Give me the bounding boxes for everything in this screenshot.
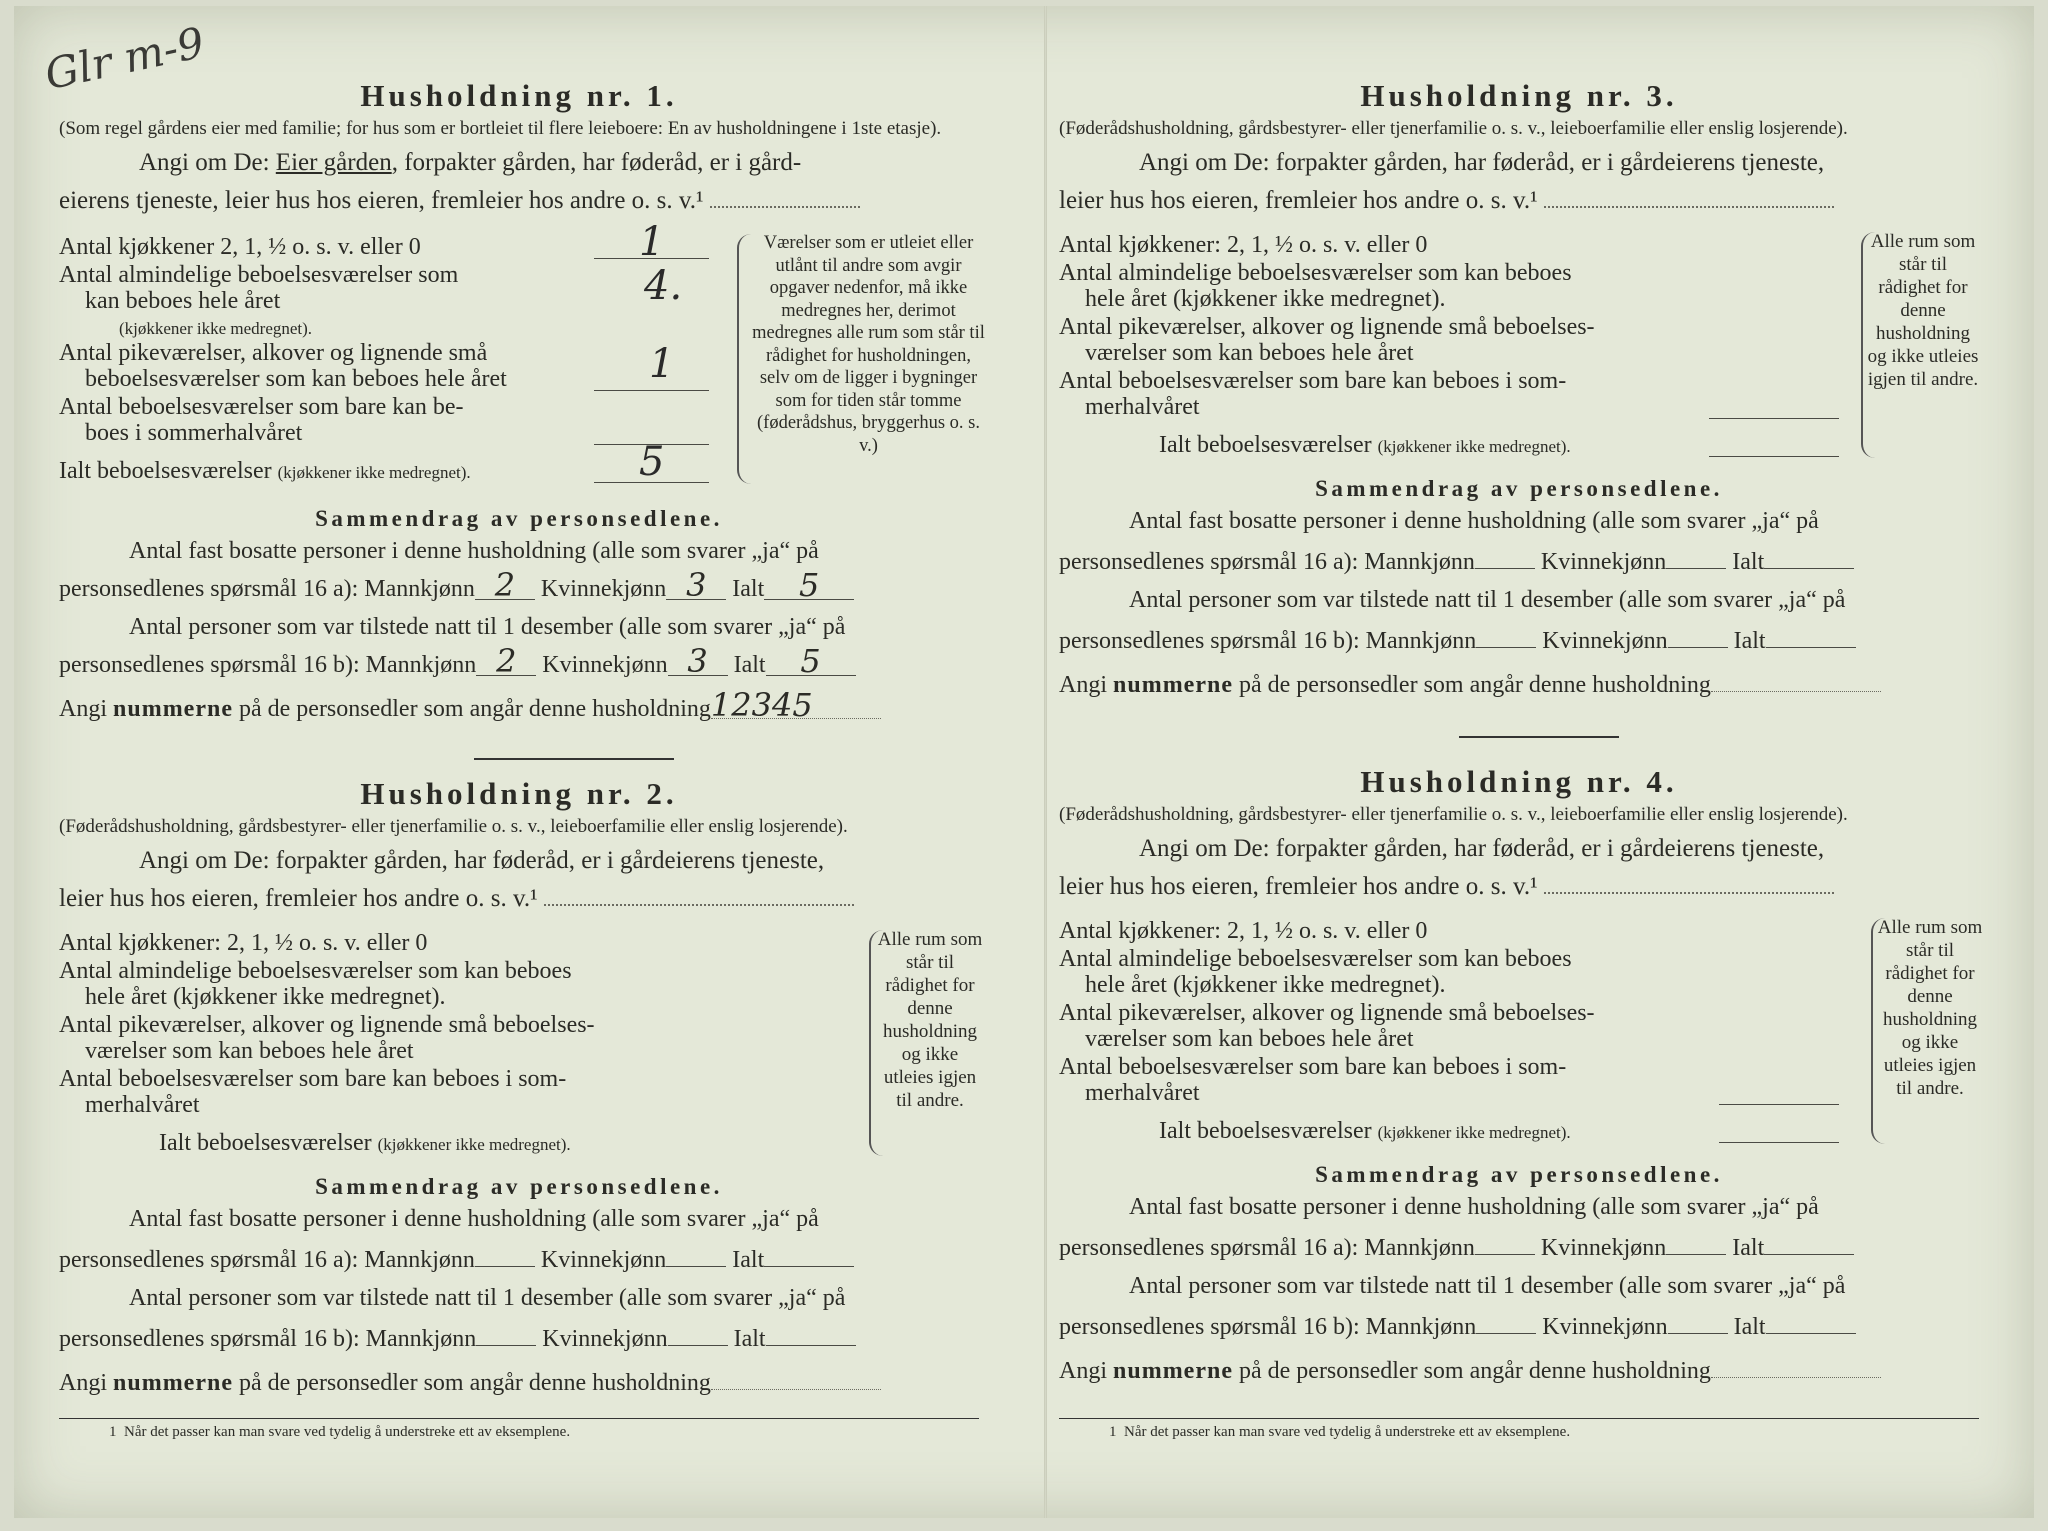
- person-numbers: [711, 1389, 881, 1390]
- room-counts: Antal kjøkkener: 2, 1, ½ o. s. v. eller 0 Antal almindelige beboelsesværelser som kan beboes hele året (kjøkkener ikke medregnet). Antal pikeværelser, alkover og lignende små beboelses- værelser som kan beboes hele året Antal beboelsesværelser som bare kan beboes i som- merhalvåret Ialt beboelsesværelser (kjøkkener ikke medregnet). Alle rum som står til rådighet for denne husholdning og ikke utleies igjen til andre.: [1059, 912, 1979, 1144]
- left-page: [59, 6, 985, 1518]
- resident-total: [764, 1238, 854, 1267]
- household-title: Husholdning nr. 1.: [360, 78, 678, 113]
- resident-male: [475, 1238, 535, 1267]
- present-male: [1476, 1305, 1536, 1334]
- present-male: 2: [476, 647, 536, 676]
- person-summary: Sammendrag av personsedlene. Antal fast bosatte personer i denne husholdning (alle som svarer „ja“ på personsedlenes spørsmål 16 a): Mannkjønn Kvinnekjønn Ialt Antal personer som var tilstede natt til 1 desember (alle som svarer „ja“ på personsedlenes spørsmål 16 b): Mannkjønn Kvinnekjønn Ialt Angi nummerne på de personsedler som angår denne husholdning: [1059, 476, 1979, 704]
- person-numbers-line: Angi nummerne på de personsedler som angår denne husholdning: [59, 1364, 979, 1402]
- resident-total: [1764, 1226, 1854, 1255]
- room-counts: Antal kjøkkener: 2, 1, ½ o. s. v. eller 0 Antal almindelige beboelsesværelser som kan beboes hele året (kjøkkener ikke medregnet). Antal pikeværelser, alkover og lignende små beboelses- værelser som kan beboes hele året Antal beboelsesværelser som bare kan beboes i som- merhalvåret Ialt beboelsesværelser (kjøkkener ikke medregnet). Alle rum som står til rådighet for denne husholdning og ikke utleies igjen til andre.: [59, 924, 979, 1156]
- person-numbers: [1711, 691, 1881, 692]
- room-counts: Antal kjøkkener 2, 1, ½ o. s. v. eller 0 1 Antal almindelige beboelsesværelser som kan beboes hele året (kjøkkener ikke medregnet). 4. Antal pikeværelser, alkover og lignende små beboelsesværelser som kan beboes hele året 1 Antal beboelsesværelser som bare kan be- boes i sommerhalvåret Ialt beboelsesværelser (kjøkkener ikke medregnet). 5 Værelser som er utleiet eller utlånt til andre som avgir opgaver nedenfor, må ikke medregnes her, derimot medregnes alle rum som står til rådighet for husholdningen, selv om de ligger i bygninger som for tiden står tomme (føderådshus, bryggerhus o. s. v.): [59, 219, 985, 485]
- room-instructions-note: Alle rum som står til rådighet for denne husholdning og ikke utleies igjen til andre.: [877, 929, 983, 1111]
- footnote: 1 Når det passer kan man svare ved tydelig å understreke ett av eksemplene.: [109, 1424, 571, 1440]
- person-numbers: [1711, 1377, 1881, 1378]
- total-rooms-answer: 5: [639, 439, 665, 485]
- resident-female: [666, 1238, 726, 1267]
- maid-rooms-answer: 1: [649, 341, 675, 387]
- household-title: Husholdning nr. 4.: [1360, 764, 1678, 799]
- page-fold: [1044, 6, 1047, 1518]
- household-type-question: Angi om De: Eier gården, forpakter gården, har føderåd, er i gård- eierens tjeneste, leier hus hos eieren, fremleier hos andre o. s. v.¹: [59, 144, 979, 220]
- person-summary: Sammendrag av personsedlene. Antal fast bosatte personer i denne husholdning (alle som svarer „ja“ på personsedlenes spørsmål 16 a): Mannkjønn Kvinnekjønn Ialt Antal personer som var tilstede natt til 1 desember (alle som svarer „ja“ på personsedlenes spørsmål 16 b): Mannkjønn Kvinnekjønn Ialt Angi nummerne på de personsedler som angår denne husholdning: [1059, 1162, 1979, 1390]
- present-male: [1476, 619, 1536, 648]
- resident-female: 3: [666, 571, 726, 600]
- household-2: [59, 774, 983, 1402]
- household-type-question: Angi om De: forpakter gården, har føderåd, er i gårdeierens tjeneste, leier hus hos eieren, fremleier hos andre o. s. v.¹: [1059, 144, 1979, 220]
- right-page: [1059, 6, 1983, 1518]
- present-total: 5: [766, 647, 856, 676]
- present-male: [476, 1317, 536, 1346]
- resident-male: 2: [475, 571, 535, 600]
- household-3: [1059, 76, 1979, 704]
- present-female: [1668, 1305, 1728, 1334]
- room-counts: Antal kjøkkener: 2, 1, ½ o. s. v. eller 0 Antal almindelige beboelsesværelser som kan beboes hele året (kjøkkener ikke medregnet). Antal pikeværelser, alkover og lignende små beboelses- værelser som kan beboes hele året Antal beboelsesværelser som bare kan beboes i som- merhalvåret Ialt beboelsesværelser (kjøkkener ikke medregnet). Alle rum som står til rådighet for denne husholdning og ikke utleies igjen til andre.: [1059, 231, 1979, 458]
- person-numbers-line: Angi nummerne på de personsedler som angår denne husholdning: [1059, 1352, 1979, 1390]
- room-instructions-note: Værelser som er utleiet eller utlånt til andre som avgir opgaver nedenfor, må ikke medregnes her, derimot medregnes alle rum som står til rådighet for husholdningen, selv om de ligger i bygninger som for tiden står tomme (føderådshus, bryggerhus o. s. v.): [752, 233, 985, 456]
- household-note: (Føderådshusholdning, gårdsbestyrer- eller tjenerfamilie o. s. v., leieboerfamilie eller enslig losjerende).: [59, 816, 848, 837]
- person-numbers-line: Angi nummerne på de personsedler som angår denne husholdning12345: [59, 690, 979, 728]
- household-note: (Som regel gårdens eier med familie; for hus som er bortleiet til flere leieboere: En av husholdningene i 1ste etasje).: [59, 118, 942, 139]
- household-title: Husholdning nr. 3.: [1360, 78, 1678, 113]
- room-instructions-note: Alle rum som står til rådighet for denne husholdning og ikke utleies igjen til andre.: [1877, 917, 1983, 1099]
- household-title: Husholdning nr. 2.: [360, 776, 678, 811]
- household-1: [59, 76, 985, 728]
- household-type-question: Angi om De: forpakter gården, har føderåd, er i gårdeierens tjeneste, leier hus hos eieren, fremleier hos andre o. s. v.¹: [1059, 830, 1979, 906]
- resident-total: [1764, 540, 1854, 569]
- census-form-sheet: [14, 6, 2034, 1518]
- household-4: [1059, 762, 1983, 1390]
- person-numbers-line: Angi nummerne på de personsedler som angår denne husholdning: [1059, 666, 1979, 704]
- person-summary: Sammendrag av personsedlene. Antal fast bosatte personer i denne husholdning (alle som svarer „ja“ på personsedlenes spørsmål 16 a): Mannkjønn 2 Kvinnekjønn 3 Ialt 5 Antal personer som var tilstede natt til 1 desember (alle som svarer „ja“ på personsedlenes spørsmål 16 b): Mannkjønn 2 Kvinnekjønn 3 Ialt 5 Angi nummerne på de personsedler som angår denne husholdning12345: [59, 506, 979, 728]
- resident-female: [1666, 1226, 1726, 1255]
- resident-total: 5: [764, 571, 854, 600]
- person-summary: Sammendrag av personsedlene. Antal fast bosatte personer i denne husholdning (alle som svarer „ja“ på personsedlenes spørsmål 16 a): Mannkjønn Kvinnekjønn Ialt Antal personer som var tilstede natt til 1 desember (alle som svarer „ja“ på personsedlenes spørsmål 16 b): Mannkjønn Kvinnekjønn Ialt Angi nummerne på de personsedler som angår denne husholdning: [59, 1174, 979, 1402]
- present-total: [1766, 1305, 1856, 1334]
- resident-male: [1475, 1226, 1535, 1255]
- ordinary-rooms-answer: 4.: [644, 263, 683, 309]
- household-type-question: Angi om De: forpakter gården, har føderåd, er i gårdeierens tjeneste, leier hus hos eieren, fremleier hos andre o. s. v.¹: [59, 842, 979, 918]
- household-note: (Føderådshusholdning, gårdsbestyrer- eller tjenerfamilie o. s. v., leieboerfamilie eller enslig losjerende).: [1059, 118, 1848, 139]
- present-female: 3: [668, 647, 728, 676]
- resident-male: [1475, 540, 1535, 569]
- person-numbers: 12345: [711, 692, 881, 719]
- resident-female: [1666, 540, 1726, 569]
- margin-handwritten-note: Glr m-9: [40, 17, 209, 100]
- kitchens-answer: 1: [639, 219, 665, 265]
- present-total: [1766, 619, 1856, 648]
- footnote: 1 Når det passer kan man svare ved tydelig å understreke ett av eksemplene.: [1109, 1424, 1571, 1440]
- household-note: (Føderådshusholdning, gårdsbestyrer- eller tjenerfamilie o. s. v., leieboerfamilie eller enslig losjerende).: [1059, 804, 1848, 825]
- present-total: [766, 1317, 856, 1346]
- owner-option: Eier gården: [275, 149, 392, 176]
- present-female: [668, 1317, 728, 1346]
- room-instructions-note: Alle rum som står til rådighet for denne husholdning og ikke utleies igjen til andre.: [1867, 231, 1979, 390]
- present-female: [1668, 619, 1728, 648]
